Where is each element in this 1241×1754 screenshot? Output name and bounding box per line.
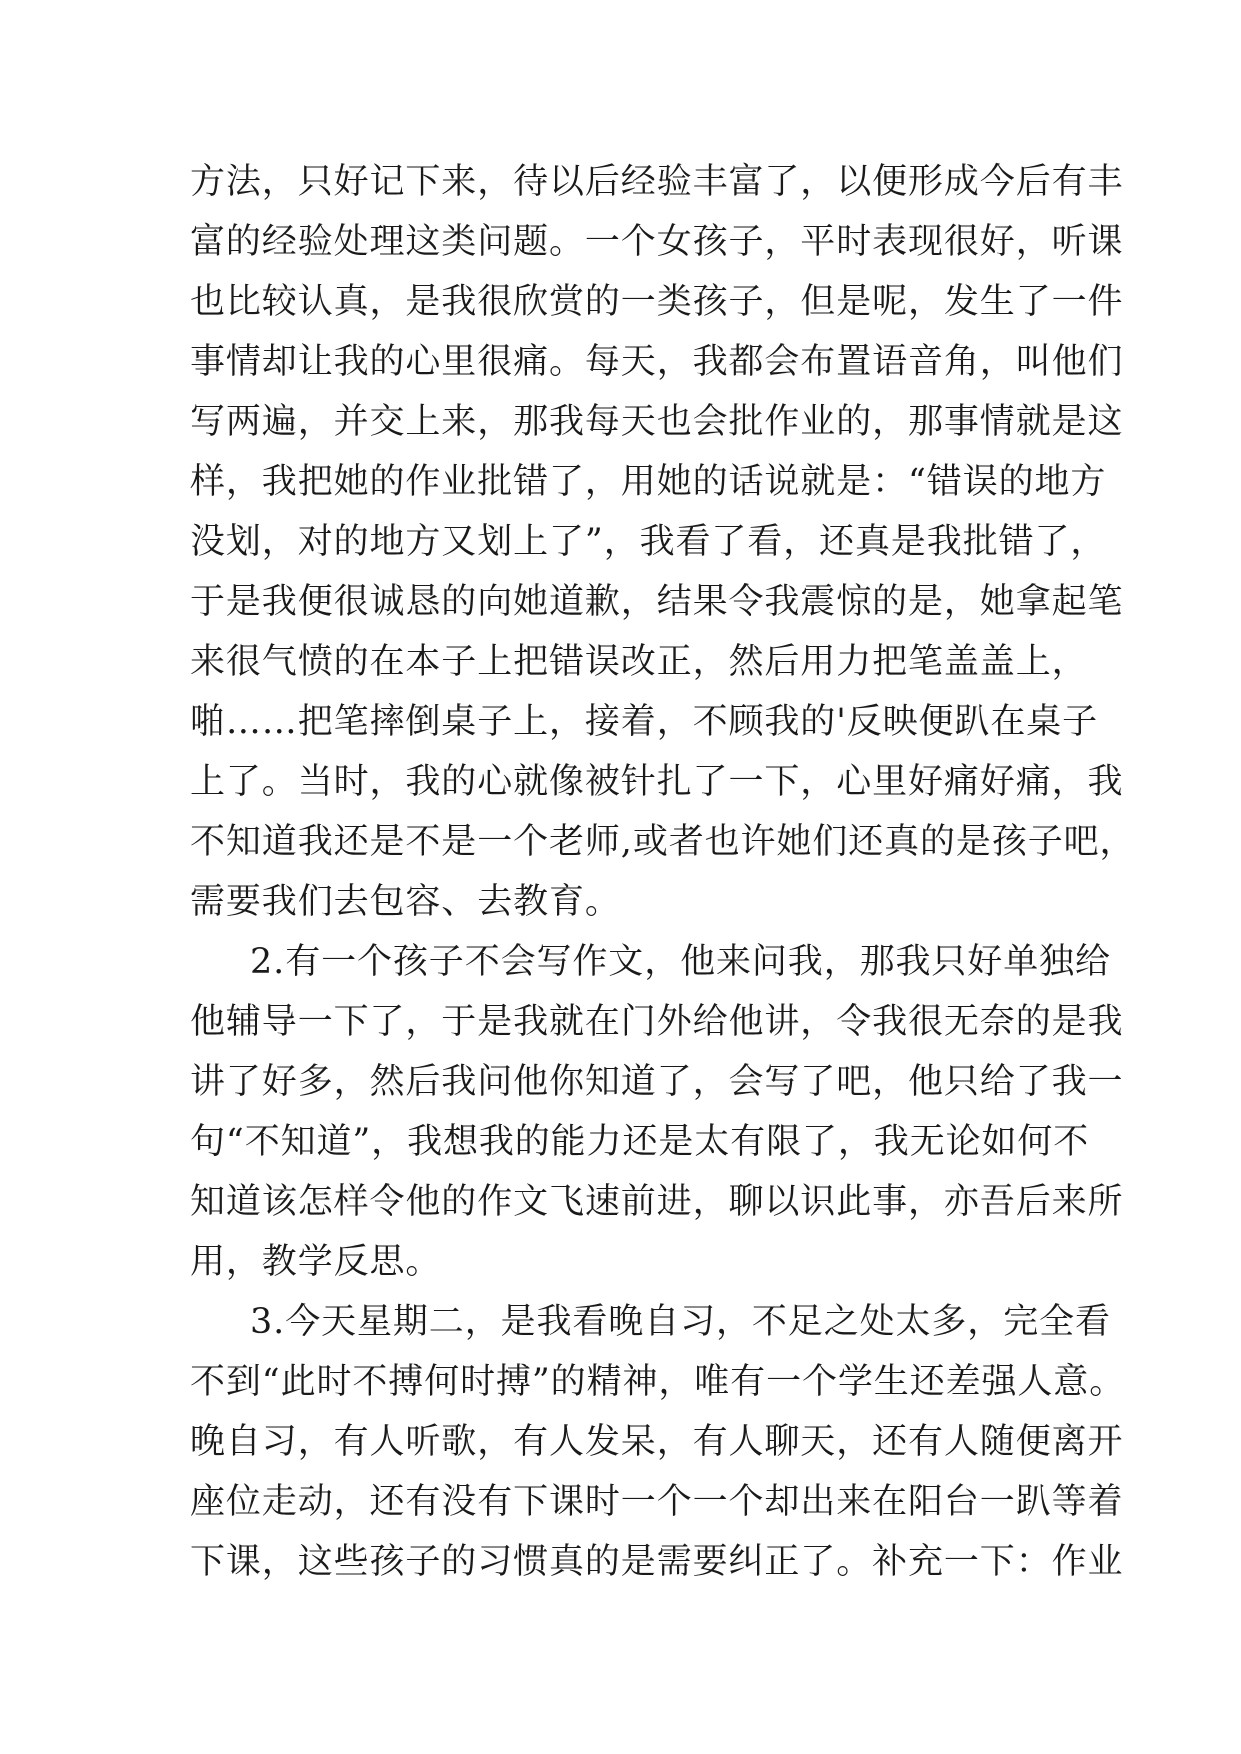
text-line: 写两遍，并交上来，那我每天也会批作业的，那事情就是这 (190, 402, 1124, 442)
text-line: 他辅导一下了，于是我就在门外给他讲，令我很无奈的是我 (190, 1002, 1124, 1042)
text-line: 下课，这些孩子的习惯真的是需要纠正了。补充一下：作业 (190, 1542, 1124, 1582)
paragraph-2 (190, 932, 1124, 1292)
text-line: 晚自习，有人听歌，有人发呆，有人聊天，还有人随便离开 (190, 1422, 1124, 1462)
text-line: 事情却让我的心里很痛。每天，我都会布置语音角，叫他们 (190, 342, 1124, 382)
text-line: 座位走动，还有没有下课时一个一个却出来在阳台一趴等着 (190, 1482, 1124, 1522)
text-line: 也比较认真，是我很欣赏的一类孩子，但是呢，发生了一件 (190, 282, 1124, 322)
text-line: 2.有一个孩子不会写作文，他来问我，那我只好单独给 (250, 942, 1111, 982)
text-line: 知道该怎样令他的作文飞速前进，聊以识此事，亦吾后来所 (190, 1182, 1124, 1222)
text-line: 啪……把笔摔倒桌子上，接着，不顾我的'反映便趴在桌子 (190, 702, 1099, 742)
text-line: 富的经验处理这类问题。一个女孩子，平时表现很好，听课 (190, 222, 1124, 262)
paragraph-3 (190, 1292, 1126, 1592)
text-line: 于是我便很诚恳的向她道歉，结果令我震惊的是，她拿起笔 (190, 582, 1124, 622)
text-line: 样，我把她的作业批错了，用她的话说就是：“错误的地方 (190, 462, 1107, 502)
text-line: 没划，对的地方又划上了”，我看了看，还真是我批错了， (190, 522, 1107, 562)
text-line: 讲了好多，然后我问他你知道了，会写了吧，他只给了我一 (190, 1062, 1124, 1102)
text-line: 需要我们去包容、去教育。 (190, 882, 621, 922)
text-line: 句“不知道”，我想我的能力还是太有限了，我无论如何不 (190, 1122, 1090, 1162)
text-line: 来很气愤的在本子上把错误改正，然后用力把笔盖盖上， (190, 642, 1088, 682)
text-line: 上了。当时，我的心就像被针扎了一下，心里好痛好痛，我 (190, 762, 1124, 802)
text-line: 不到“此时不搏何时搏”的精神，唯有一个学生还差强人意。 (190, 1362, 1126, 1402)
body-text (190, 152, 1136, 1592)
paragraph-1 (190, 152, 1136, 932)
text-line: 用，教学反思。 (190, 1242, 442, 1282)
text-line: 3.今天星期二，是我看晚自习，不足之处太多，完全看 (250, 1302, 1111, 1342)
text-line: 不知道我还是不是一个老师,或者也许她们还真的是孩子吧， (190, 822, 1136, 862)
text-line: 方法，只好记下来，待以后经验丰富了，以便形成今后有丰 (190, 162, 1124, 202)
